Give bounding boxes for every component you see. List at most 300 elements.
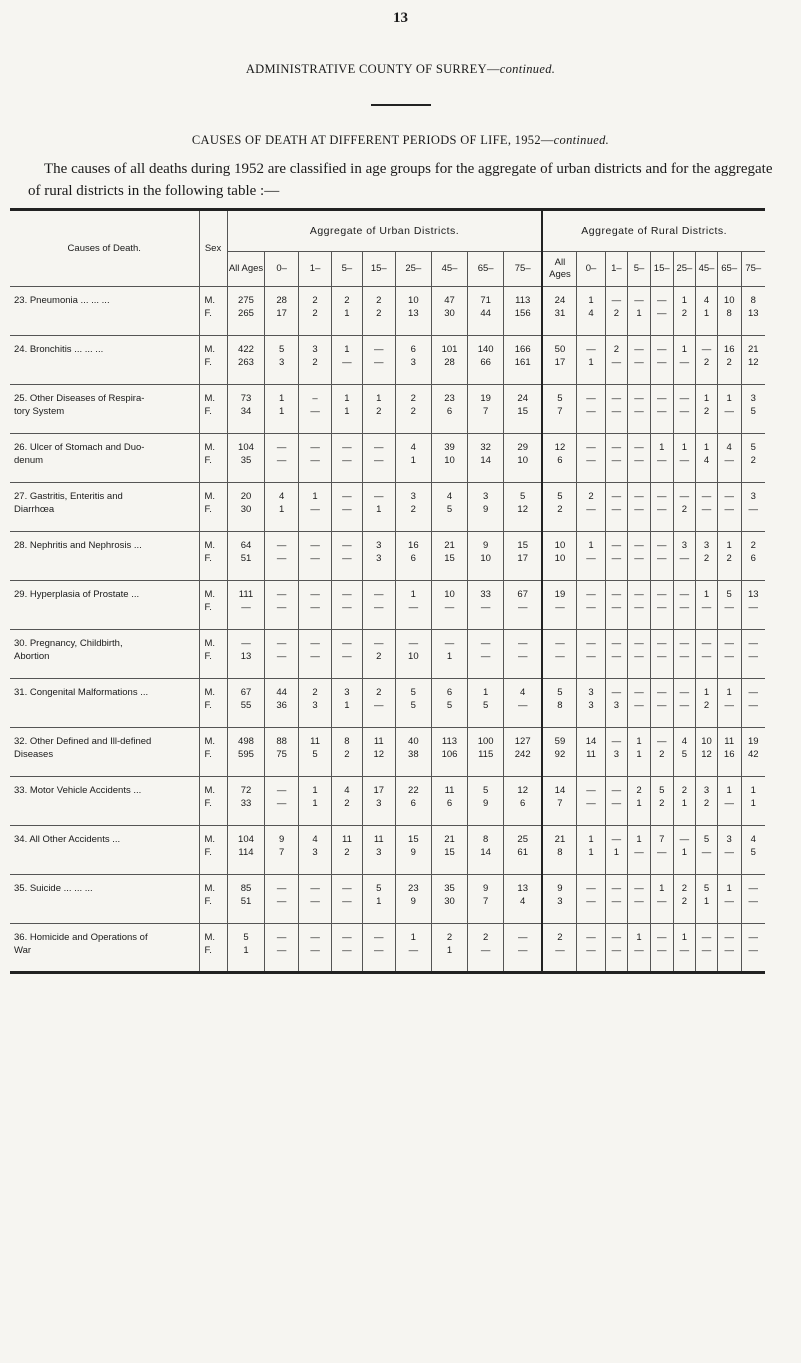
urban-value-male: — <box>342 491 352 502</box>
urban-value-male: 9 <box>483 540 489 551</box>
urban-value-female: — <box>480 651 491 662</box>
urban-value-female: — <box>374 357 384 368</box>
sex-cell <box>199 336 227 385</box>
urban-cell <box>431 777 468 826</box>
urban-value-female: 55 <box>240 700 252 711</box>
rural-value-female: — <box>656 504 667 515</box>
rural-value-male: 5 <box>703 883 710 894</box>
rural-cell <box>696 287 718 336</box>
urban-value-female: 265 <box>238 308 254 319</box>
rural-value-female: 3 <box>557 896 563 907</box>
rural-value-female: — <box>679 455 690 466</box>
urban-cell <box>468 630 504 679</box>
rural-cell <box>650 777 673 826</box>
urban-value-female: 1 <box>344 406 350 417</box>
sex-label: F. <box>204 847 212 858</box>
sex-label: F. <box>204 602 212 613</box>
urban-value-male: 5 <box>483 785 489 796</box>
rural-value-male: 3 <box>703 785 710 796</box>
urban-value-female: — <box>276 945 287 956</box>
urban-value-female: — <box>374 602 384 613</box>
urban-cell <box>227 630 265 679</box>
rural-cell <box>542 875 577 924</box>
rural-cell <box>628 728 651 777</box>
rural-value-male: — <box>679 834 690 845</box>
urban-value-female: 3 <box>376 847 382 858</box>
rural-value-female: 1 <box>636 308 642 319</box>
sex-label: M. <box>204 883 216 894</box>
rural-value-female: 2 <box>726 357 732 368</box>
urban-value-male: 1 <box>410 932 416 943</box>
urban-value-female: 12 <box>373 749 385 760</box>
rural-value-male: 4 <box>681 736 688 747</box>
rural-value-female: — <box>724 602 734 613</box>
urban-value-female: 15 <box>444 553 455 564</box>
urban-value-female: — <box>310 406 320 417</box>
urban-cell <box>396 581 432 630</box>
urban-value-male: 113 <box>515 295 531 306</box>
urban-cell <box>468 336 504 385</box>
urban-value-female: 9 <box>410 896 416 907</box>
header-cause: Causes of Death. <box>10 210 199 287</box>
rural-value-female: — <box>611 455 622 466</box>
urban-value-male: — <box>310 540 320 551</box>
urban-value-male: — <box>310 589 320 600</box>
rural-value-male: 5 <box>659 785 665 796</box>
urban-value-female: 2 <box>410 406 416 417</box>
urban-value-male: — <box>342 442 352 453</box>
urban-cell <box>227 336 265 385</box>
urban-cell <box>298 679 331 728</box>
rural-value-female: — <box>611 602 622 613</box>
header-urban-group: Aggregate of Urban Districts. <box>227 210 542 252</box>
urban-value-male: 10 <box>408 295 419 306</box>
rural-cell <box>741 728 765 777</box>
table-row <box>10 336 765 385</box>
cause-label: 34. All Other Accidents ... <box>10 826 199 875</box>
urban-cell <box>298 483 331 532</box>
rural-value-female: — <box>634 602 644 613</box>
urban-cell <box>227 532 265 581</box>
rural-value-male: — <box>656 295 667 306</box>
header-rural-age-2: 1– <box>605 252 628 287</box>
rural-value-female: 7 <box>557 406 563 417</box>
rural-cell <box>577 434 605 483</box>
rural-value-female: 42 <box>748 749 759 760</box>
table-row <box>10 777 765 826</box>
urban-value-male: 35 <box>444 883 455 894</box>
urban-value-female: 1 <box>243 945 249 956</box>
rural-value-male: 1 <box>636 834 642 845</box>
rural-value-male: — <box>586 589 596 600</box>
rural-value-female: 5 <box>750 847 756 858</box>
rural-value-male: 50 <box>554 344 566 355</box>
rural-value-male: — <box>748 932 759 943</box>
rural-cell <box>696 630 718 679</box>
sex-label: F. <box>204 308 212 319</box>
rural-cell <box>741 679 765 728</box>
rural-value-male: — <box>586 393 596 404</box>
urban-cell <box>332 875 362 924</box>
urban-value-female: — <box>517 945 528 956</box>
rural-cell <box>673 385 696 434</box>
urban-cell <box>265 875 298 924</box>
urban-value-female: — <box>480 945 491 956</box>
sex-cell <box>199 385 227 434</box>
rural-value-female: 8 <box>557 700 563 711</box>
urban-value-male: 2 <box>312 295 318 306</box>
urban-value-male: 1 <box>344 393 350 404</box>
rural-value-male: 1 <box>726 540 732 551</box>
rural-value-female: — <box>724 455 734 466</box>
rural-value-male: 5 <box>726 589 732 600</box>
urban-value-male: 422 <box>238 344 254 355</box>
sex-label: M. <box>204 932 216 943</box>
rural-value-male: 1 <box>750 785 756 796</box>
header-rural-age-5: 25– <box>673 252 696 287</box>
urban-cell <box>265 581 298 630</box>
rural-cell <box>605 777 628 826</box>
rural-cell <box>577 924 605 973</box>
rural-value-female: — <box>748 651 759 662</box>
urban-value-male: 88 <box>276 736 287 747</box>
rural-cell <box>628 826 651 875</box>
urban-value-male: — <box>310 932 320 943</box>
urban-value-female: 13 <box>408 308 419 319</box>
urban-value-male: 8 <box>344 736 350 747</box>
rural-cell <box>628 483 651 532</box>
sex-cell <box>199 875 227 924</box>
rural-value-male: 4 <box>750 834 756 845</box>
rural-value-female: 5 <box>681 749 688 760</box>
rural-value-male: 1 <box>703 687 710 698</box>
rural-value-male: — <box>701 638 712 649</box>
rural-cell <box>542 336 577 385</box>
rural-value-male: — <box>611 932 622 943</box>
urban-value-male: — <box>342 883 352 894</box>
rural-value-female: — <box>701 945 712 956</box>
rural-cell <box>628 679 651 728</box>
urban-value-female: 9 <box>483 798 489 809</box>
urban-value-male: — <box>276 785 287 796</box>
urban-cell <box>332 728 362 777</box>
rural-value-male: 19 <box>554 589 566 600</box>
urban-value-female: 34 <box>240 406 252 417</box>
rural-value-female: — <box>586 651 596 662</box>
sex-label: M. <box>204 638 216 649</box>
rural-value-female: 8 <box>726 308 732 319</box>
rural-value-male: 12 <box>554 442 566 453</box>
urban-value-male: 2 <box>410 393 416 404</box>
urban-value-male: — <box>276 442 287 453</box>
rural-cell <box>717 336 741 385</box>
urban-value-male: — <box>374 344 384 355</box>
rural-value-male: 1 <box>588 540 594 551</box>
rural-cell <box>542 532 577 581</box>
urban-cell <box>396 630 432 679</box>
urban-value-female: 1 <box>312 798 318 809</box>
urban-value-male: 8 <box>483 834 489 845</box>
rural-cell <box>717 581 741 630</box>
urban-cell <box>298 875 331 924</box>
cause-label: 31. Congenital Malformations ... <box>10 679 199 728</box>
rural-value-female: — <box>701 651 712 662</box>
rural-cell <box>717 875 741 924</box>
rural-value-female: — <box>656 553 667 564</box>
cause-label: 29. Hyperplasia of Prostate ... <box>10 581 199 630</box>
rural-cell <box>717 287 741 336</box>
rural-value-male: — <box>634 540 644 551</box>
rural-cell <box>696 777 718 826</box>
urban-value-female: 33 <box>240 798 252 809</box>
rural-value-male: 1 <box>588 295 594 306</box>
rural-cell <box>542 287 577 336</box>
urban-value-male: 24 <box>517 393 528 404</box>
urban-value-female: 2 <box>376 406 382 417</box>
urban-cell <box>265 287 298 336</box>
rural-cell <box>717 777 741 826</box>
rural-cell <box>741 875 765 924</box>
urban-cell <box>396 924 432 973</box>
rural-value-female: — <box>656 896 667 907</box>
urban-value-female: — <box>374 700 384 711</box>
cause-label: 28. Nephritis and Nephrosis ... <box>10 532 199 581</box>
sex-cell <box>199 777 227 826</box>
rural-value-female: — <box>748 700 759 711</box>
rural-value-male: — <box>586 883 596 894</box>
urban-value-male: 25 <box>517 834 528 845</box>
urban-cell <box>265 336 298 385</box>
rural-value-male: 1 <box>726 785 732 796</box>
header-urban-age-8: 75– <box>503 252 542 287</box>
header-urban-age-4: 15– <box>362 252 395 287</box>
urban-cell <box>227 581 265 630</box>
rural-value-male: — <box>634 638 644 649</box>
urban-cell <box>362 679 395 728</box>
urban-value-female: 2 <box>344 749 350 760</box>
rural-value-male: 8 <box>750 295 756 306</box>
sex-label: F. <box>204 896 212 907</box>
urban-value-male: 2 <box>483 932 489 943</box>
urban-cell <box>431 875 468 924</box>
cause-label: 24. Bronchitis ... ... ... <box>10 336 199 385</box>
rural-cell <box>673 679 696 728</box>
urban-value-female: 7 <box>483 406 489 417</box>
sex-label: M. <box>204 785 216 796</box>
header-rural-age-6: 45– <box>696 252 718 287</box>
urban-value-male: 33 <box>480 589 491 600</box>
urban-cell <box>396 532 432 581</box>
rural-value-male: — <box>634 442 644 453</box>
urban-cell <box>265 679 298 728</box>
urban-value-female: 6 <box>410 553 416 564</box>
sex-label: M. <box>204 442 216 453</box>
urban-cell <box>265 777 298 826</box>
urban-value-female: 595 <box>238 749 254 760</box>
rural-value-male: 5 <box>557 393 563 404</box>
rural-value-female: — <box>724 406 734 417</box>
urban-value-male: 20 <box>240 491 252 502</box>
header-urban-age-6: 45– <box>431 252 468 287</box>
sex-label: F. <box>204 553 212 564</box>
urban-value-male: 2 <box>376 687 382 698</box>
urban-cell <box>396 875 432 924</box>
urban-value-female: 1 <box>446 945 453 956</box>
rural-cell <box>717 924 741 973</box>
urban-value-female: — <box>310 896 320 907</box>
urban-value-female: 9 <box>483 504 489 515</box>
urban-cell <box>362 826 395 875</box>
urban-value-female: 263 <box>238 357 254 368</box>
urban-value-female: 28 <box>444 357 455 368</box>
rural-value-male: 14 <box>585 736 597 747</box>
rural-value-female: — <box>748 896 759 907</box>
rural-cell <box>542 385 577 434</box>
rural-cell <box>696 336 718 385</box>
urban-cell <box>503 924 542 973</box>
rural-cell <box>605 483 628 532</box>
rural-value-female: 2 <box>681 896 688 907</box>
rural-value-male: — <box>611 491 622 502</box>
urban-cell <box>298 336 331 385</box>
rural-value-male: — <box>701 491 712 502</box>
urban-value-male: 4 <box>278 491 285 502</box>
urban-cell <box>332 385 362 434</box>
urban-value-male: 140 <box>477 344 494 355</box>
rural-value-female: — <box>724 504 734 515</box>
table-row <box>10 532 765 581</box>
urban-cell <box>265 924 298 973</box>
urban-cell <box>227 434 265 483</box>
urban-value-female: — <box>342 651 352 662</box>
rural-value-male: 10 <box>723 295 735 306</box>
urban-value-female: 3 <box>278 357 285 368</box>
urban-cell <box>431 385 468 434</box>
rural-value-female: 92 <box>554 749 566 760</box>
urban-value-female: — <box>374 455 384 466</box>
urban-cell <box>431 287 468 336</box>
rural-cell <box>650 728 673 777</box>
urban-cell <box>468 532 504 581</box>
rural-value-male: 1 <box>726 687 732 698</box>
rural-cell <box>696 581 718 630</box>
rural-value-male: 3 <box>588 687 594 698</box>
urban-value-female: 5 <box>446 504 453 515</box>
urban-value-male: 5 <box>520 491 526 502</box>
cause-label: 30. Pregnancy, Childbirth, Abortion <box>10 630 199 679</box>
urban-value-male: 1 <box>278 393 285 404</box>
urban-cell <box>503 679 542 728</box>
rural-cell <box>696 728 718 777</box>
urban-value-male: 12 <box>517 785 528 796</box>
rural-value-female: 3 <box>613 700 620 711</box>
urban-value-male: 2 <box>376 295 382 306</box>
rural-value-female: — <box>679 553 690 564</box>
rural-value-male: — <box>634 589 644 600</box>
causes-of-death-table-wrapper <box>10 208 765 974</box>
urban-value-female: 1 <box>344 308 350 319</box>
urban-value-female: 1 <box>278 504 285 515</box>
rural-cell <box>673 287 696 336</box>
urban-cell <box>362 483 395 532</box>
rural-value-male: — <box>611 540 622 551</box>
rural-value-male: — <box>634 883 644 894</box>
section-title-text: CAUSES OF DEATH AT DIFFERENT PERIODS OF LIFE, 1952— <box>191 133 554 147</box>
rural-cell <box>577 483 605 532</box>
rural-value-female: — <box>586 896 596 907</box>
rural-value-male: 2 <box>613 344 620 355</box>
rural-value-female: — <box>586 945 596 956</box>
cause-label: 35. Suicide ... ... ... <box>10 875 199 924</box>
rural-value-male: 1 <box>636 932 642 943</box>
urban-cell <box>298 287 331 336</box>
rural-cell <box>717 385 741 434</box>
sex-label: F. <box>204 455 212 466</box>
rural-value-female: 2 <box>703 700 710 711</box>
rural-value-female: — <box>634 847 644 858</box>
urban-value-male: 17 <box>373 785 385 796</box>
urban-cell <box>265 385 298 434</box>
urban-value-male: — <box>480 638 491 649</box>
urban-cell <box>332 581 362 630</box>
rural-value-female: — <box>748 602 759 613</box>
urban-value-female: — <box>408 945 419 956</box>
rural-cell <box>605 336 628 385</box>
rural-value-female: — <box>656 406 667 417</box>
rural-cell <box>650 630 673 679</box>
header-rural-group: Aggregate of Rural Districts. <box>542 210 765 252</box>
urban-cell <box>332 483 362 532</box>
rural-cell <box>650 875 673 924</box>
urban-value-female: 161 <box>514 357 531 368</box>
urban-value-male: — <box>310 883 320 894</box>
urban-value-male: 21 <box>444 540 455 551</box>
rural-value-female: — <box>724 651 734 662</box>
table-row <box>10 483 765 532</box>
rural-cell <box>696 679 718 728</box>
rural-value-female: — <box>724 847 734 858</box>
rural-value-male: 2 <box>750 540 756 551</box>
rural-value-male: 1 <box>726 393 732 404</box>
table-body <box>10 287 765 973</box>
urban-value-female: — <box>310 945 320 956</box>
rural-cell <box>673 581 696 630</box>
rural-value-male: — <box>724 491 734 502</box>
rural-value-female: — <box>634 357 644 368</box>
urban-cell <box>362 875 395 924</box>
urban-cell <box>468 728 504 777</box>
urban-value-female: — <box>276 896 287 907</box>
rural-value-male: 19 <box>748 736 759 747</box>
rural-value-male: 1 <box>588 834 594 845</box>
sex-label: M. <box>204 687 216 698</box>
rural-value-male: — <box>679 589 690 600</box>
urban-cell <box>468 826 504 875</box>
rural-value-female: 8 <box>557 847 563 858</box>
rural-cell <box>650 924 673 973</box>
urban-value-male: 498 <box>238 736 254 747</box>
sex-cell <box>199 434 227 483</box>
urban-value-female: — <box>408 602 419 613</box>
table-row <box>10 728 765 777</box>
rural-cell <box>696 924 718 973</box>
urban-value-female: 156 <box>514 308 531 319</box>
table-row <box>10 581 765 630</box>
urban-value-female: 7 <box>278 847 285 858</box>
rural-value-male: — <box>724 932 734 943</box>
urban-value-female: — <box>517 602 528 613</box>
sex-label: M. <box>204 736 216 747</box>
